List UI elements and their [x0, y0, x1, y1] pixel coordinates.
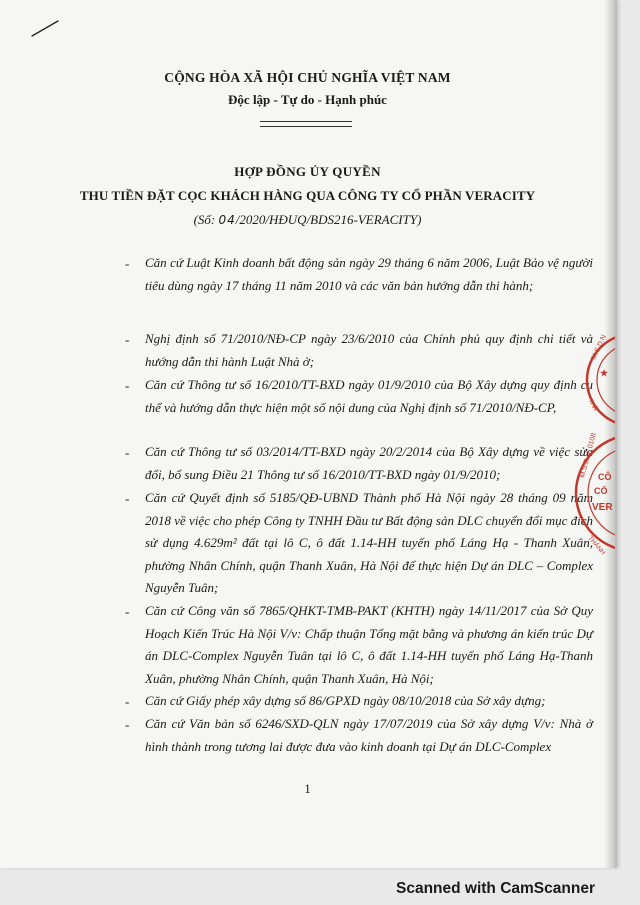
svg-text:THÀ: THÀ	[586, 397, 599, 413]
company-seal-upper	[578, 330, 615, 430]
header-double-rule	[260, 121, 352, 127]
svg-text:THÀNH: THÀNH	[586, 534, 607, 557]
camscanner-watermark: Scanned with CamScanner	[396, 880, 595, 897]
legal-basis-text: Căn cứ Quyết định số 5185/QĐ-UBND Thành phố Hà Nội ngày 28 tháng 09 năm 2018 về việc cho phép Công ty TNHH Đầu tư Bất động sản DLC chuyển đổi mục đích sử dụng 4.629m² đất tại lô C, ô đất 1.14-HH tuyến phố Láng Hạ - Thanh Xuân, phường Nhân Chính, quận Thanh Xuân, Hà Nội để thực hiện Dự án DLC – Complex Nguyễn Tuân;	[145, 490, 593, 595]
contract-title: HỢP ĐỒNG ỦY QUYỀN	[234, 164, 381, 179]
contract-number-suffix: /2020/HĐUQ/BDS216-VERACITY)	[235, 212, 422, 227]
legal-basis-text: Căn cứ Văn bản số 6246/SXD-QLN ngày 17/07/2019 của Sở xây dựng V/v: Nhà ở hình thành trong tương lai được đưa vào kinh doanh tại Dự án DLC-Complex	[145, 716, 593, 754]
legal-basis-text: Nghị định số 71/2010/NĐ-CP ngày 23/6/2010 của Chính phủ quy định chi tiết và hướng dẫn thi hành Luật Nhà ở;	[145, 331, 593, 369]
contract-number	[0, 212, 615, 228]
legal-basis-text: Căn cứ Công văn số 7865/QHKT-TMB-PAKT (KHTH) ngày 14/11/2017 của Sở Quy Hoạch Kiến Trúc Hà Nội V/v: Chấp thuận Tổng mặt bằng và phương án kiến trúc Dự án DLC-Complex Nguyễn Tuân tại lô C, ô đất 1.14-HH tuyến phố Láng Hạ-Thanh Xuân, phường Nhân Chính, quận Thanh Xuân, Hà Nội;	[145, 603, 593, 686]
list-bullet: -	[125, 332, 130, 347]
list-bullet: -	[125, 717, 130, 732]
contract-number-handwritten: 04	[218, 213, 236, 227]
legal-basis-text: Căn cứ Giấy phép xây dựng số 86/GPXD ngày 08/10/2018 của Sở xây dựng;	[145, 693, 546, 708]
national-title: CỘNG HÒA XÃ HỘI CHỦ NGHĨA VIỆT NAM	[164, 70, 451, 85]
national-motto: Độc lập - Tự do - Hạnh phúc	[228, 92, 387, 107]
list-bullet: -	[125, 491, 130, 506]
svg-text:M.S.D.N: 0108: M.S.D.N: 0108	[579, 432, 598, 479]
legal-basis-text: Căn cứ Thông tư số 03/2014/TT-BXD ngày 20/2/2014 của Bộ Xây dựng về việc sửa đổi, bổ sung Điều 21 Thông tư số 16/2010/TT-BXD ngày 01/9/2010;	[145, 444, 593, 482]
contract-number-prefix: (Số:	[193, 212, 219, 227]
svg-text:★: ★	[600, 368, 609, 378]
company-seal-lower	[568, 428, 615, 558]
list-bullet: -	[125, 378, 130, 393]
list-bullet: -	[125, 694, 130, 709]
svg-text:M.S.D.N: M.S.D.N	[590, 333, 608, 361]
svg-text:VER: VER	[592, 502, 613, 513]
svg-text:CỔ: CỔ	[594, 486, 608, 496]
svg-text:CÔ: CÔ	[598, 472, 612, 482]
legal-basis-text: Căn cứ Thông tư số 16/2010/TT-BXD ngày 01/9/2010 của Bộ Xây dựng quy định cụ thể và hướng dẫn thực hiện một số nội dung của Nghị định số 71/2010/NĐ-CP,	[145, 377, 593, 415]
page-number: 1	[304, 781, 311, 796]
pen-stroke-mark	[30, 18, 60, 38]
list-bullet: -	[125, 445, 130, 460]
list-bullet: -	[125, 256, 130, 271]
legal-basis-text: Căn cứ Luật Kinh doanh bất động sản ngày 29 tháng 6 năm 2006, Luật Bảo vệ người tiêu dùng ngày 17 tháng 11 năm 2010 và các văn bản hướng dẫn thi hành;	[145, 255, 593, 293]
list-bullet: -	[125, 604, 130, 619]
contract-subtitle: THU TIỀN ĐẶT CỌC KHÁCH HÀNG QUA CÔNG TY CỔ PHẦN VERACITY	[79, 188, 536, 203]
